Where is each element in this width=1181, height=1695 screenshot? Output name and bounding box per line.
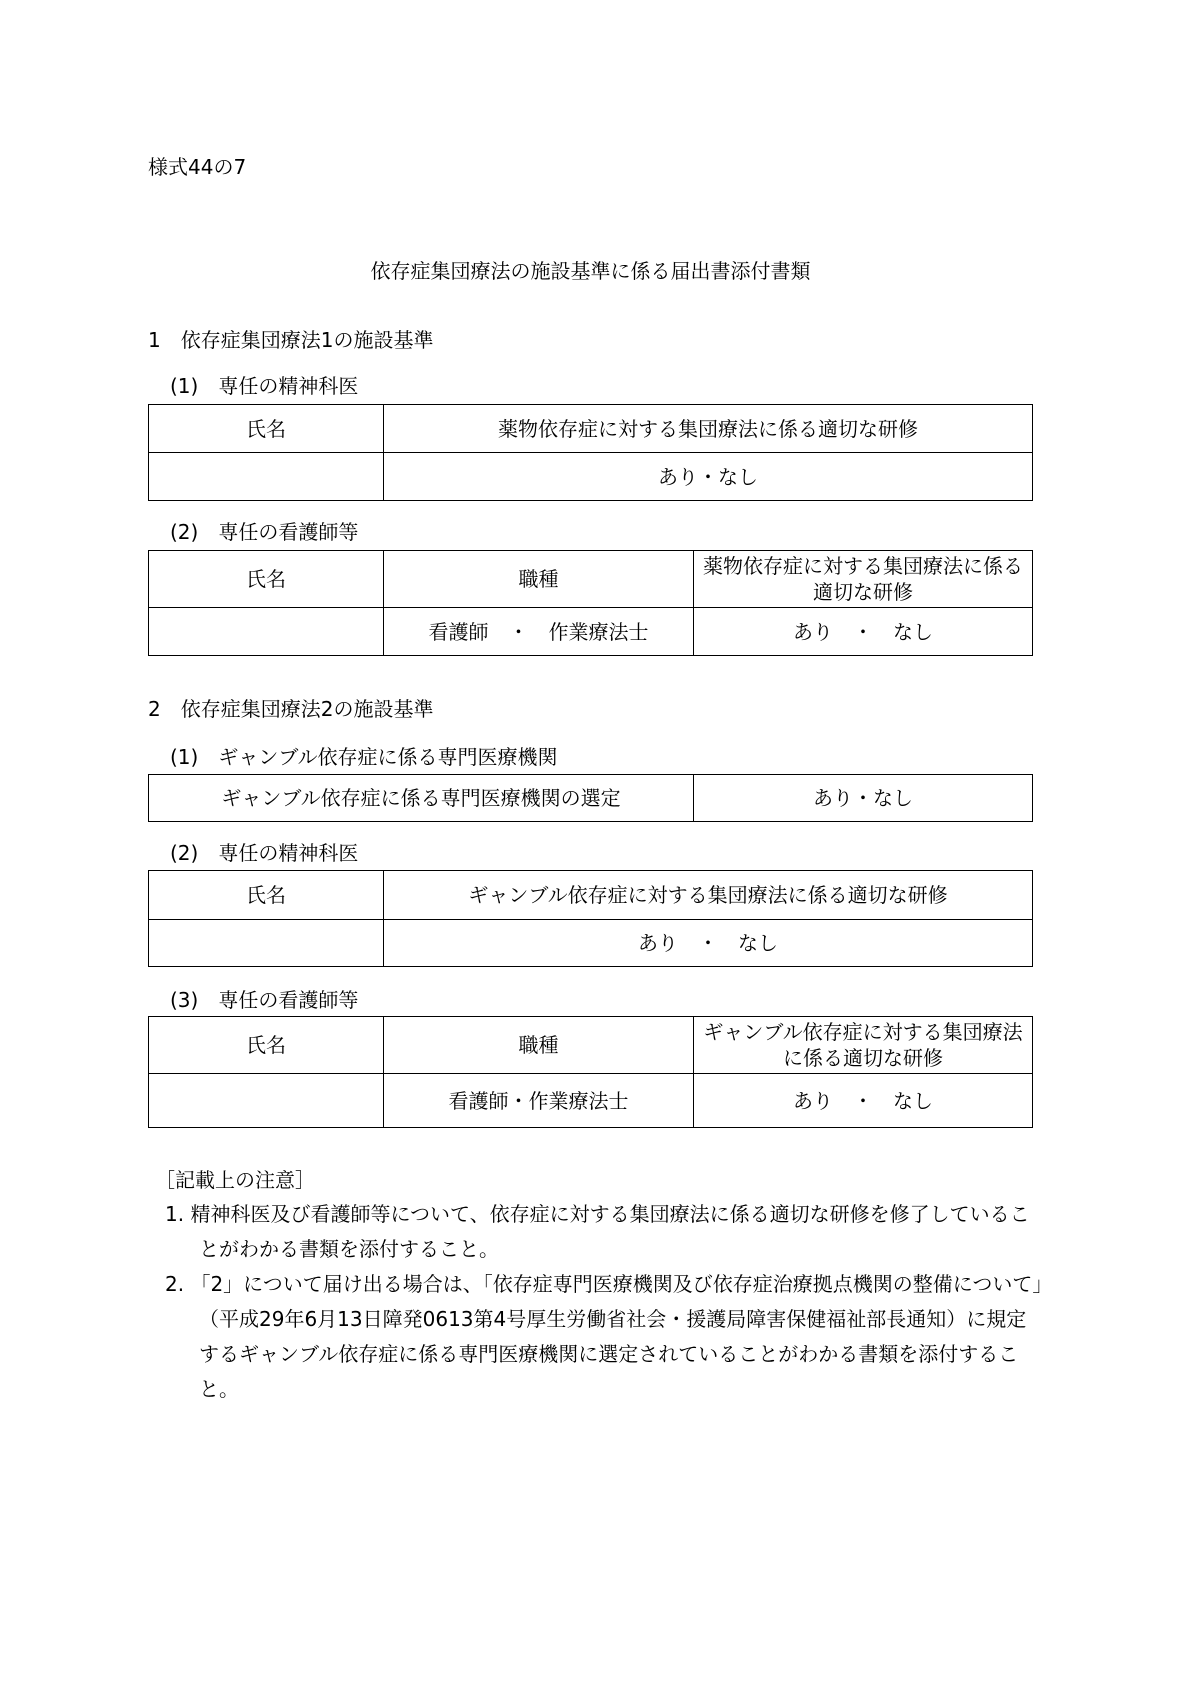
table-1-2 bbox=[148, 550, 1033, 656]
section1-sub1-heading: (1) 専任の精神科医 bbox=[170, 374, 359, 398]
table-1-1 bbox=[148, 404, 1033, 501]
header-name: 氏名 bbox=[149, 1017, 384, 1074]
note-item: 2. 「2」について届け出る場合は、「依存症専門医療機関及び依存症治療拠点機関の整備について」（平成29年6月13日障発0613第4号厚生労働省社会・援護局障害保健福祉部長通知）に規定するギャンブル依存症に係る専門医療機関に選定されていることがわかる書類を添付すること。 bbox=[165, 1272, 1043, 1401]
notes-heading: ［記載上の注意］ bbox=[155, 1168, 315, 1192]
section1-sub2-heading: (2) 専任の看護師等 bbox=[170, 520, 359, 544]
table-2-2 bbox=[148, 870, 1033, 967]
occupation-cell[interactable]: 看護師 ・ 作業療法士 bbox=[384, 608, 694, 656]
page-title: 依存症集団療法の施設基準に係る届出書添付書類 bbox=[370, 259, 811, 283]
training-cell[interactable]: あり ・ なし bbox=[694, 608, 1033, 656]
header-name: 氏名 bbox=[149, 551, 384, 608]
name-cell[interactable] bbox=[149, 608, 384, 656]
selection-label: ギャンブル依存症に係る専門医療機関の選定 bbox=[149, 775, 694, 822]
section2-heading: 2 依存症集団療法2の施設基準 bbox=[148, 697, 434, 721]
header-training: ギャンブル依存症に対する集団療法に係る適切な研修 bbox=[694, 1017, 1033, 1074]
name-cell[interactable] bbox=[149, 920, 384, 967]
training-cell[interactable]: あり・なし bbox=[384, 453, 1033, 501]
table-2-3 bbox=[148, 1016, 1033, 1128]
training-cell[interactable]: あり ・ なし bbox=[694, 1074, 1033, 1128]
section2-sub3-heading: (3) 専任の看護師等 bbox=[170, 988, 359, 1012]
header-name: 氏名 bbox=[149, 405, 384, 453]
section2-sub1-heading: (1) ギャンブル依存症に係る専門医療機関 bbox=[170, 745, 558, 769]
header-training: ギャンブル依存症に対する集団療法に係る適切な研修 bbox=[384, 871, 1033, 920]
notes-list bbox=[165, 1197, 1045, 1407]
form-number: 様式44の7 bbox=[148, 155, 247, 179]
selection-cell[interactable]: あり・なし bbox=[694, 775, 1033, 822]
header-training: 薬物依存症に対する集団療法に係る適切な研修 bbox=[694, 551, 1033, 608]
section2-sub2-heading: (2) 専任の精神科医 bbox=[170, 841, 359, 865]
section1-heading: 1 依存症集団療法1の施設基準 bbox=[148, 328, 434, 352]
training-cell[interactable]: あり ・ なし bbox=[384, 920, 1033, 967]
header-occupation: 職種 bbox=[384, 551, 694, 608]
header-occupation: 職種 bbox=[384, 1017, 694, 1074]
header-name: 氏名 bbox=[149, 871, 384, 920]
occupation-cell[interactable]: 看護師・作業療法士 bbox=[384, 1074, 694, 1128]
name-cell[interactable] bbox=[149, 453, 384, 501]
name-cell[interactable] bbox=[149, 1074, 384, 1128]
note-item: 1. 精神科医及び看護師等について、依存症に対する集団療法に係る適切な研修を修了していることがわかる書類を添付すること。 bbox=[165, 1202, 1030, 1261]
table-2-1 bbox=[148, 774, 1033, 822]
header-training: 薬物依存症に対する集団療法に係る適切な研修 bbox=[384, 405, 1033, 453]
